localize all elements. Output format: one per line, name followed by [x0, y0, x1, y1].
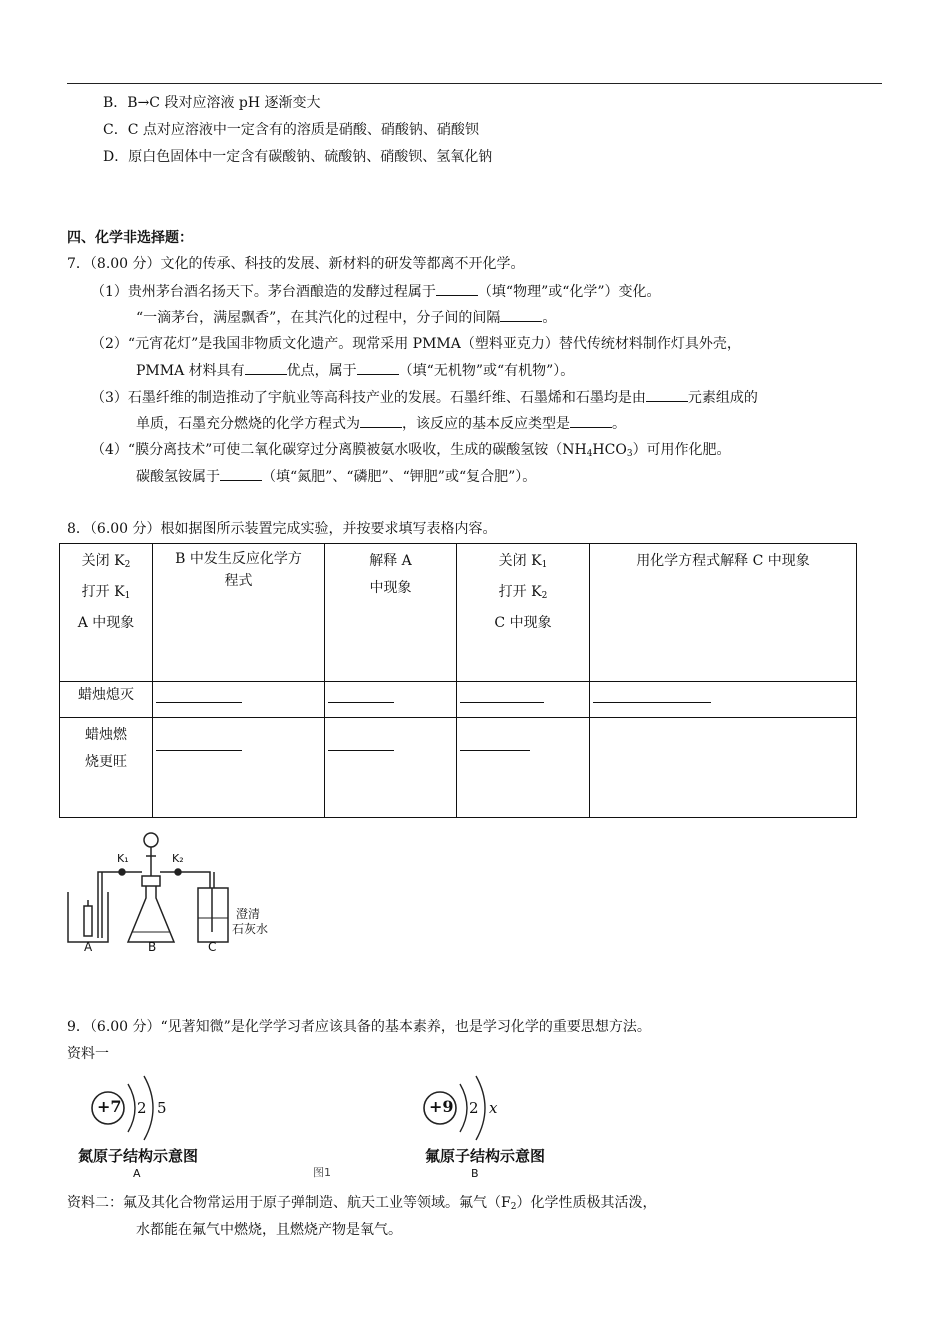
q7-part4-line2: 碳酸氢铵属于 （填“氮肥”、“磷肥”、“钾肥”或“复合肥”）。 [136, 466, 536, 487]
material-one-label: 资料一 [67, 1046, 109, 1062]
q7-part3-line2: 单质，石墨充分燃烧的化学方程式为 ，该反应的基本反应类型是 。 [136, 413, 626, 434]
atom-a-letter: A [133, 1167, 141, 1180]
answer-blank[interactable] [328, 688, 394, 703]
material-two-line2: 水都能在氟气中燃烧，且燃烧产物是氧气。 [136, 1222, 402, 1238]
experiment-table [59, 543, 857, 818]
header-b-equation: B 中发生反应化学方 程式 [153, 544, 325, 682]
q7-part2-line1: （2）“元宵花灯”是我国非物质文化遗产。现常采用 PMMA（塑料亚克力）替代传统材料制作灯具外壳， [91, 336, 741, 352]
header-rule [67, 83, 882, 84]
valve-k1-label: K₁ [117, 852, 129, 865]
answer-blank[interactable] [360, 413, 402, 428]
q8-stem: 8．（6.00 分）根如据图所示装置完成实验，并按要求填写表格内容。 [67, 521, 497, 537]
figure-caption: 图1 [313, 1166, 331, 1179]
limewater-label-2: 石灰水 [232, 922, 269, 936]
q7-part2-line2: PMMA 材料具有 优点，属于 （填“无机物”或“有机物”）。 [136, 360, 574, 381]
nitrogen-nucleus: +7 [97, 1097, 122, 1116]
nitrogen-shell1: 2 [137, 1099, 147, 1117]
table-row [60, 682, 857, 718]
answer-blank[interactable] [357, 360, 399, 375]
material-two-line1: 资料二：氟及其化合物常运用于原子弹制造、航天工业等领域。氟气$(F_2)$化学性质极其活泼， [67, 1195, 657, 1212]
answer-blank[interactable] [500, 307, 542, 322]
row-label-burn-brighter: 蜡烛燃 烧更旺 [60, 718, 153, 818]
answer-blank[interactable] [593, 688, 711, 703]
q7-part1-line1: （1）贵州茅台酒名扬天下。茅台酒酿造的发酵过程属于 （填“物理”或“化学”）变化。 [91, 281, 661, 302]
q7-part4-line1: （4）“膜分离技术”可使二氧化碳穿过分离膜被氨水吸收，生成的碳酸氢铵$(NH_4HCO_3)$可用作化肥。 [91, 442, 731, 459]
table-header-row [60, 544, 857, 682]
header-close-k2: 关闭 $K_2$ 打开 $K_1$ A 中现象 [60, 544, 153, 682]
fluorine-nucleus: +9 [429, 1097, 454, 1116]
q7-part3-line1: （3）石墨纤维的制造推动了宇航业等高科技产业的发展。石墨纤维、石墨烯和石墨均是由 元素组成的 [91, 387, 758, 408]
apparatus-b-label: B [148, 940, 157, 954]
q7-part1-line2: “一滴茅台，满屋飘香”，在其汽化的过程中，分子间的间隔 。 [136, 307, 556, 328]
option-b: B．B→C 段对应溶液 pH 逐渐变大 [103, 95, 321, 111]
fluorine-caption: 氟原子结构示意图 [425, 1147, 546, 1165]
atom-b-letter: B [471, 1167, 479, 1180]
section-heading: 四、化学非选择题： [67, 230, 193, 246]
answer-blank[interactable] [156, 688, 242, 703]
answer-blank[interactable] [436, 281, 478, 296]
answer-blank[interactable] [570, 413, 612, 428]
answer-blank[interactable] [460, 736, 530, 751]
table-row [60, 718, 857, 818]
answer-blank[interactable] [220, 466, 262, 481]
q9-stem: 9．（6.00 分）“见著知微”是化学学习者应该具备的基本素养，也是学习化学的重要思想方法。 [67, 1019, 651, 1035]
answer-blank[interactable] [328, 736, 394, 751]
apparatus-c-label: C [208, 940, 217, 954]
option-d: D．原白色固体中一定含有碳酸钠、硫酸钠、硝酸钡、氢氧化钠 [103, 149, 493, 165]
answer-blank[interactable] [156, 736, 242, 751]
answer-blank[interactable] [646, 387, 688, 402]
valve-k2-label: K₂ [172, 852, 184, 865]
header-c-equation: 用化学方程式解释 C 中现象 [590, 544, 857, 682]
answer-blank[interactable] [460, 688, 544, 703]
fluorine-shell1: 2 [469, 1099, 479, 1117]
limewater-label-1: 澄清 [236, 907, 261, 921]
option-c: C．C 点对应溶液中一定含有的溶质是硝酸、硝酸钠、硝酸钡 [103, 122, 479, 138]
nitrogen-shell2: 5 [157, 1099, 167, 1117]
header-close-k1: 关闭 $K_1$ 打开 $K_2$ C 中现象 [457, 544, 590, 682]
header-explain-a: 解释 A 中现象 [325, 544, 457, 682]
nitrogen-caption: 氮原子结构示意图 [78, 1147, 199, 1165]
row-label-extinguished: 蜡烛熄灭 [60, 682, 153, 718]
q7-stem: 7．（8.00 分）文化的传承、科技的发展、新材料的研发等都离不开化学。 [67, 256, 525, 272]
answer-blank[interactable] [245, 360, 287, 375]
fluorine-shell2: x [489, 1099, 498, 1117]
apparatus-a-label: A [84, 940, 93, 954]
